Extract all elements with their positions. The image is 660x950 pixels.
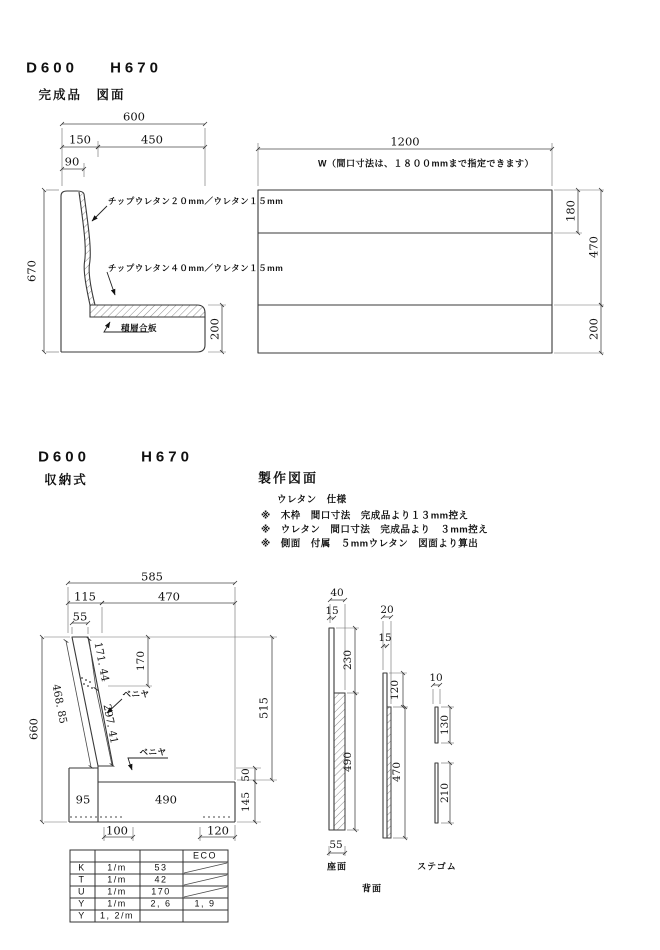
dim-side-50: 50 bbox=[239, 768, 252, 782]
dim-part-10: 10 bbox=[429, 671, 443, 684]
table-cell-r2c2: 170 bbox=[151, 886, 171, 897]
dim-front-180: 180 bbox=[563, 200, 578, 222]
dim-seat-450: 450 bbox=[141, 132, 163, 147]
dim-back-lower-297: 297. 41 bbox=[100, 703, 120, 745]
table-cell-r3c1: 1/m bbox=[107, 898, 127, 909]
spec-note-0: ウレタン 仕様 bbox=[277, 494, 347, 506]
production-model-depth: D600 bbox=[38, 448, 90, 466]
dim-side-115: 115 bbox=[74, 589, 96, 604]
spec-note-2: ※ ウレタン 間口寸法 完成品より ３mm控え bbox=[261, 524, 489, 536]
production-model-height: H670 bbox=[141, 448, 193, 466]
table-cell-r3c2: 2, 6 bbox=[150, 898, 172, 909]
callout-seat-urethane: チップウレタン４０mm／ウレタン１５mm bbox=[108, 262, 284, 273]
dim-base-490: 490 bbox=[155, 792, 177, 807]
callout-back-urethane: チップウレタン２０mm／ウレタン１５mm bbox=[108, 195, 284, 206]
dim-height-670: 670 bbox=[24, 260, 39, 282]
dim-part-470: 470 bbox=[390, 761, 403, 783]
table-cell-r1c0: T bbox=[78, 874, 86, 885]
table-cell-r3c0: Y bbox=[78, 898, 86, 909]
table-cell-r2c0: U bbox=[78, 886, 86, 897]
dim-back-total-468: 468. 85 bbox=[49, 683, 69, 725]
spec-note-1: ※ 木枠 間口寸法 完成品より１３mm控え bbox=[261, 510, 469, 522]
table-cell-r0c2: 53 bbox=[154, 862, 168, 873]
dim-front-200: 200 bbox=[586, 318, 601, 340]
dim-part-490: 490 bbox=[341, 751, 354, 773]
table-cell-r3c3: 1, 9 bbox=[194, 898, 216, 909]
finished-model-depth: D600 bbox=[26, 59, 78, 77]
dim-part-55: 55 bbox=[329, 838, 343, 851]
label-seat-face: 座面 bbox=[326, 861, 348, 872]
dim-side-145: 145 bbox=[239, 791, 252, 813]
finished-title: 完成品 図面 bbox=[38, 87, 126, 102]
table-cell-r2c1: 1/m bbox=[107, 886, 127, 897]
production-side-view bbox=[69, 637, 235, 822]
dim-back-170: 170 bbox=[134, 650, 147, 672]
spec-table-grid bbox=[70, 850, 228, 922]
table-cell-r1c1: 1/m bbox=[107, 874, 127, 885]
dim-side-470: 470 bbox=[158, 589, 180, 604]
table-cell-r4c1: 1, 2/m bbox=[99, 910, 135, 921]
label-veneer-back: ベニヤ bbox=[122, 688, 150, 699]
front-width-note: W（間口寸法は、１８００mmまで指定できます） bbox=[318, 158, 535, 169]
dim-side-515: 515 bbox=[256, 697, 271, 719]
table-cell-r4c0: Y bbox=[78, 910, 86, 921]
dim-part-120: 120 bbox=[388, 679, 401, 701]
production-title: 製作図面 bbox=[257, 470, 319, 486]
dim-part-210: 210 bbox=[438, 782, 451, 804]
table-cell-r0c0: K bbox=[78, 862, 86, 873]
dim-width-600: 600 bbox=[123, 109, 145, 124]
dim-top-90: 90 bbox=[64, 154, 80, 169]
dim-side-585: 585 bbox=[141, 569, 163, 584]
dim-front-470: 470 bbox=[586, 236, 601, 258]
dim-part-130: 130 bbox=[438, 714, 451, 736]
callout-plywood: 積層合板 bbox=[121, 322, 158, 333]
finished-front-view bbox=[258, 190, 552, 353]
dim-part-40: 40 bbox=[330, 586, 344, 599]
dim-back-upper-171: 171. 44 bbox=[91, 641, 111, 683]
dim-seatheight-200: 200 bbox=[207, 318, 222, 340]
table-cell-r1c2: 42 bbox=[154, 874, 168, 885]
label-back-face: 背面 bbox=[361, 883, 383, 894]
table-header-eco: ECO bbox=[192, 850, 218, 861]
dim-part-20: 20 bbox=[380, 603, 394, 616]
dim-back-150: 150 bbox=[69, 132, 91, 147]
label-veneer-seat: ベニヤ bbox=[139, 746, 167, 757]
finished-model-height: H670 bbox=[110, 59, 162, 77]
dim-part-230: 230 bbox=[341, 649, 354, 671]
dim-base-95: 95 bbox=[75, 792, 91, 807]
dim-foot-120: 120 bbox=[207, 823, 229, 838]
dim-frontwidth-1200: 1200 bbox=[390, 134, 420, 149]
dim-part-15b: 15 bbox=[378, 631, 392, 644]
spec-note-3: ※ 側面 付属 ５mmウレタン 図面より算出 bbox=[261, 538, 479, 550]
dim-side-55: 55 bbox=[72, 609, 88, 624]
production-type: 収納式 bbox=[44, 472, 88, 487]
dim-part-15a: 15 bbox=[325, 604, 339, 617]
dim-side-660: 660 bbox=[26, 718, 41, 740]
table-cell-r0c1: 1/m bbox=[107, 862, 127, 873]
dim-foot-100: 100 bbox=[106, 823, 128, 838]
label-stay-rubber: ステゴム bbox=[417, 861, 457, 872]
